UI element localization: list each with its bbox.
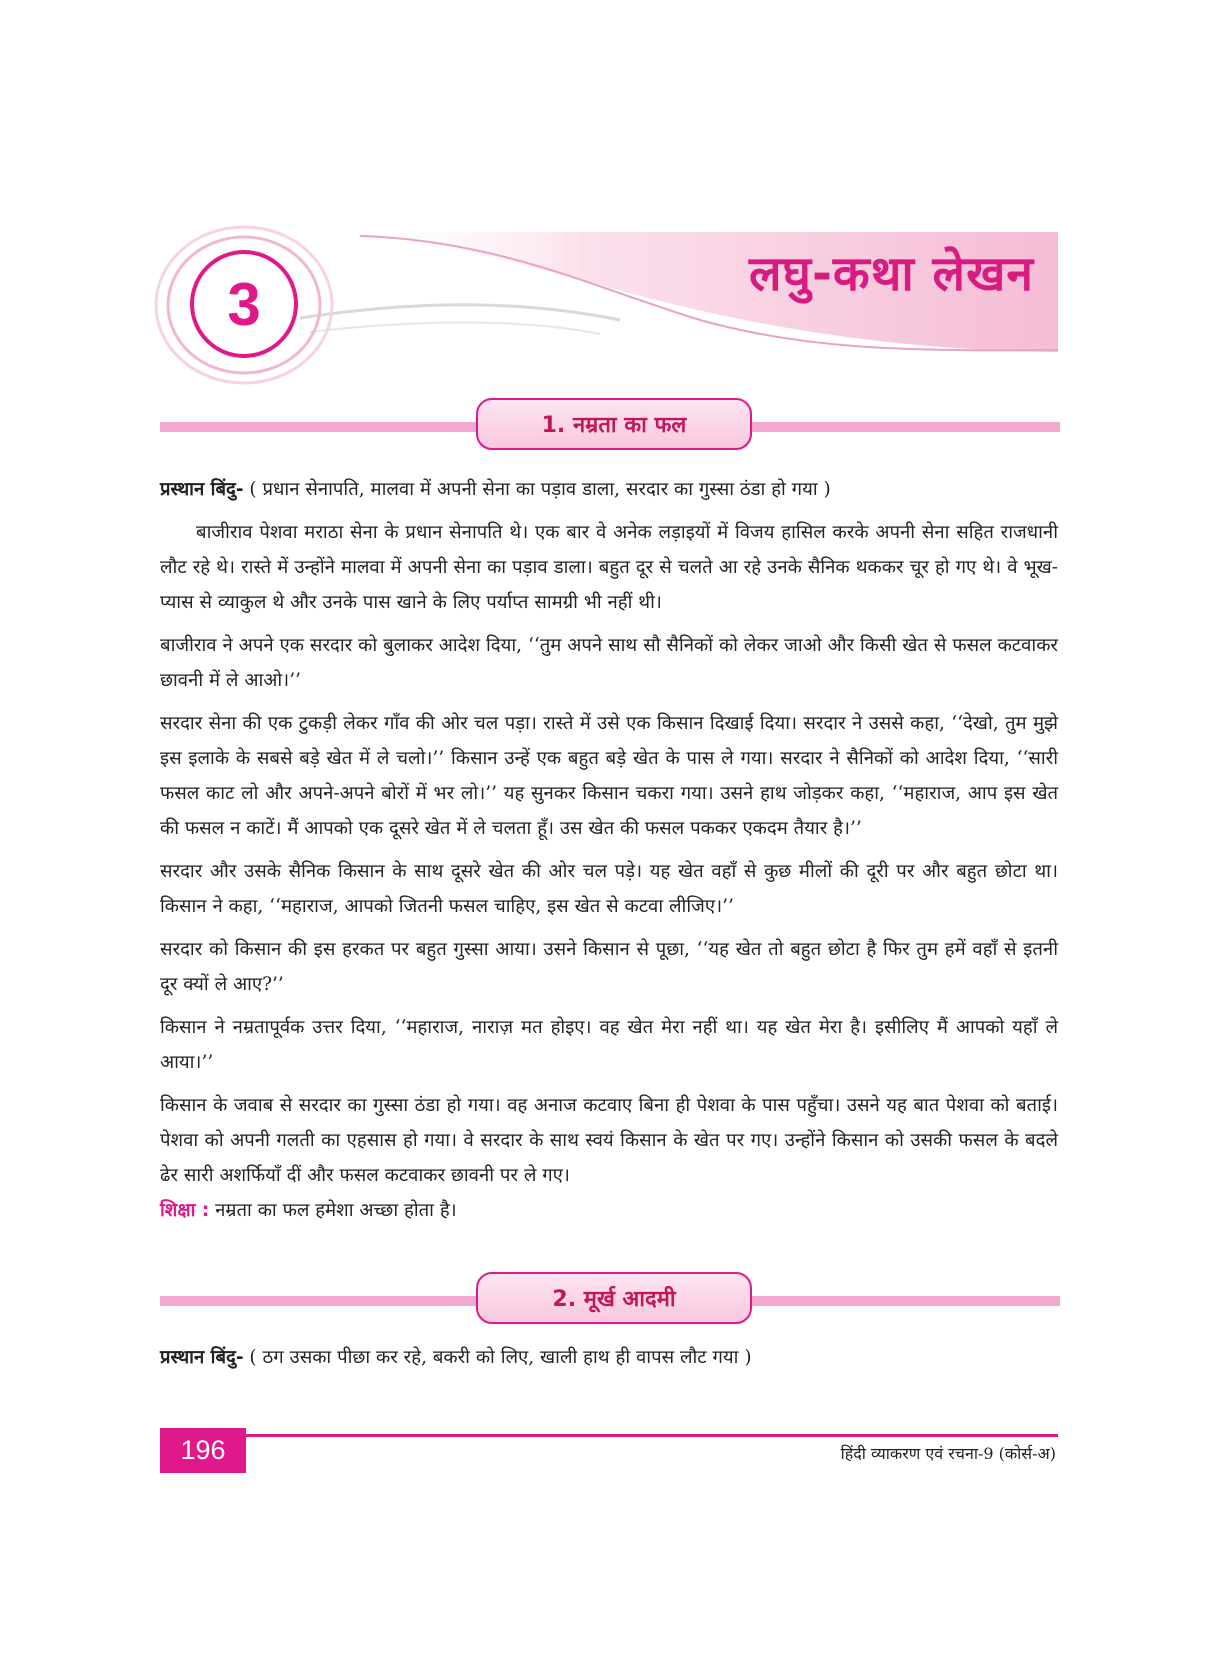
story-paragraph: बाजीराव ने अपने एक सरदार को बुलाकर आदेश दिया, ‘‘तुम अपने साथ सौ सैनिकों को लेकर जाओ और किसी खेत से फसल कटवाकर छावनी में ले आओ।’’ [160, 635, 1058, 691]
page-number: 196 [160, 1428, 246, 1473]
hint-label: प्रस्थान बिंदु- [160, 479, 244, 500]
header-swoosh-graphic [0, 0, 1224, 420]
story-paragraph: किसान ने नम्रतापूर्वक उत्तर दिया, ‘‘महाराज, नाराज़ मत होइए। वह खेत मेरा नहीं था। यह खेत मेरा है। इसीलिए मैं आपको यहाँ ले आया।’’ [160, 1017, 1058, 1073]
hint-line [160, 472, 1058, 507]
story-paragraph: सरदार को किसान की इस हरकत पर बहुत गुस्सा आया। उसने किसान से पूछा, ‘‘यह खेत तो बहुत छोटा है फिर तुम हमें वहाँ से इतनी दूर क्यों ले आए?’’ [160, 939, 1058, 995]
section-body-1 [160, 472, 1058, 1236]
heading-rule-right [745, 422, 1060, 432]
chapter-title: लघु-कथा लेखन [749, 246, 1034, 302]
heading-rule-left [160, 1296, 480, 1306]
footer-rule [160, 1434, 1058, 1437]
moral-text: नम्रता का फल हमेशा अच्छा होता है। [209, 1200, 457, 1221]
section-heading-bar-1 [160, 398, 1060, 458]
section-heading-1: 1. नम्रता का फल [476, 398, 752, 450]
hint-line [160, 1340, 1058, 1375]
section-body-2 [160, 1340, 1058, 1383]
footer-book-title: हिंदी व्याकरण एवं रचना-9 (कोर्स-अ) [840, 1444, 1056, 1463]
hint-text: ( ठग उसका पीछा कर रहे, बकरी को लिए, खाली हाथ ही वापस लौट गया ) [243, 1347, 752, 1368]
section-heading-2: 2. मूर्ख आदमी [476, 1272, 752, 1324]
story-paragraph: सरदार सेना की एक टुकड़ी लेकर गाँव की ओर चल पड़ा। रास्ते में उसे एक किसान दिखाई दिया। सरदार ने उससे कहा, ‘‘देखो, तुम मुझे इस इलाके के सबसे बड़े खेत में ले चलो।’’ किसान उन्हें एक बहुत बड़े खेत के पास ले गया। सरदार ने सैनिकों को आदेश दिया, ‘‘सारी फसल काट लो और अपने-अपने बोरों में भर लो।’’ यह सुनकर किसान चकरा गया। उसने हाथ जोड़कर कहा, ‘‘महाराज, आप इस खेत की फसल न काटें। मैं आपको एक दूसरे खेत में ले चलता हूँ। उस खेत की फसल पककर एकदम तैयार है।’’ [160, 713, 1058, 839]
story-paragraph: किसान के जवाब से सरदार का गुस्सा ठंडा हो गया। वह अनाज कटवाए बिना ही पेशवा के पास पहुँचा। उसने यह बात पेशवा को बताई। पेशवा को अपनी गलती का एहसास हो गया। वे सरदार के साथ स्वयं किसान के खेत पर गए। उन्होंने किसान को उसकी फसल के बदले ढेर सारी अशर्फियाँ दीं और फसल कटवाकर छावनी पर ले गए। [160, 1095, 1058, 1186]
chapter-number: 3 [227, 270, 261, 338]
hint-label: प्रस्थान बिंदु- [160, 1347, 244, 1368]
story-paragraph: सरदार और उसके सैनिक किसान के साथ दूसरे खेत की ओर चल पड़े। यह खेत वहाँ से कुछ मीलों की दूरी पर और बहुत छोटा था। किसान ने कहा, ‘‘महाराज, आपको जितनी फसल चाहिए, इस खेत से कटवा लीजिए।’’ [160, 861, 1058, 917]
chapter-header [0, 0, 1224, 420]
heading-rule-left [160, 422, 480, 432]
heading-rule-right [745, 1296, 1060, 1306]
section-heading-bar-2 [160, 1272, 1060, 1332]
story-paragraph: बाजीराव पेशवा मराठा सेना के प्रधान सेनापति थे। एक बार वे अनेक लड़ाइयों में विजय हासिल करके अपनी सेना सहित राजधानी लौट रहे थे। रास्ते में उन्होंने मालवा में अपनी सेना का पड़ाव डाला। बहुत दूर से चलते आ रहे उनके सैनिक थककर चूर हो गए थे। वे भूख-प्यास से व्याकुल थे और उनके पास खाने के लिए पर्याप्त सामग्री भी नहीं थी। [160, 522, 1058, 613]
moral-label: शिक्षा : [160, 1200, 210, 1221]
hint-text: ( प्रधान सेनापति, मालवा में अपनी सेना का पड़ाव डाला, सरदार का गुस्सा ठंडा हो गया ) [243, 479, 831, 500]
moral-line [160, 1193, 1058, 1228]
